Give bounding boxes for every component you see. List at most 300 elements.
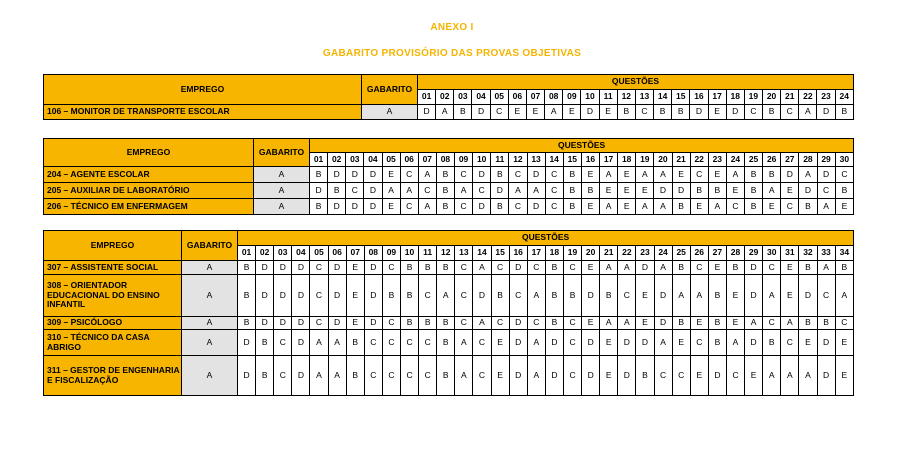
question-number: 11 bbox=[599, 90, 617, 105]
question-number: 02 bbox=[256, 246, 274, 261]
answer-cell: B bbox=[382, 275, 400, 317]
answer-cell: B bbox=[690, 183, 708, 199]
answer-cell: C bbox=[763, 261, 781, 275]
answer-cell: A bbox=[835, 275, 854, 317]
table-row bbox=[44, 261, 854, 275]
answer-cell: E bbox=[563, 105, 581, 120]
answer-cell: D bbox=[328, 199, 346, 215]
answer-cell: E bbox=[781, 275, 799, 317]
answer-cell: D bbox=[527, 199, 545, 215]
answer-cell: E bbox=[708, 105, 726, 120]
gabarito-cell: A bbox=[182, 275, 238, 317]
answer-cell: A bbox=[781, 356, 799, 396]
answer-cell: D bbox=[364, 199, 382, 215]
answer-cell: A bbox=[763, 356, 781, 396]
question-number: 22 bbox=[618, 246, 636, 261]
answer-cell: D bbox=[582, 330, 600, 356]
answer-cell: D bbox=[545, 356, 563, 396]
question-number: 04 bbox=[364, 153, 382, 167]
answer-cell: B bbox=[636, 356, 654, 396]
question-number: 26 bbox=[690, 246, 708, 261]
answer-cell: C bbox=[491, 261, 509, 275]
answer-cell: C bbox=[618, 275, 636, 317]
question-number: 18 bbox=[545, 246, 563, 261]
answer-cell: A bbox=[618, 261, 636, 275]
answer-cell: A bbox=[418, 167, 436, 183]
answer-cell: D bbox=[581, 105, 599, 120]
question-number: 14 bbox=[545, 153, 563, 167]
question-number: 12 bbox=[617, 90, 635, 105]
answer-cell: B bbox=[726, 261, 744, 275]
answer-cell: A bbox=[618, 317, 636, 330]
answer-cell: A bbox=[745, 317, 763, 330]
answer-cell: B bbox=[745, 199, 763, 215]
question-number: 20 bbox=[762, 90, 780, 105]
answer-cell: D bbox=[256, 317, 274, 330]
answer-cell: B bbox=[672, 105, 690, 120]
emprego-cell: 308 – ORIENTADOR EDUCACIONAL DO ENSINO INFANTIL bbox=[44, 275, 182, 317]
answer-cell: D bbox=[799, 275, 817, 317]
question-number: 14 bbox=[654, 90, 672, 105]
answer-cell: E bbox=[491, 330, 509, 356]
answer-cell: D bbox=[527, 167, 545, 183]
question-number: 32 bbox=[799, 246, 817, 261]
answer-cell: C bbox=[419, 356, 437, 396]
answer-cell: D bbox=[274, 317, 292, 330]
answer-cell: C bbox=[274, 356, 292, 396]
answer-cell: A bbox=[600, 317, 618, 330]
answer-cell: B bbox=[835, 261, 854, 275]
question-number: 27 bbox=[781, 153, 799, 167]
question-number: 28 bbox=[726, 246, 744, 261]
answer-cell: E bbox=[346, 261, 364, 275]
table-row bbox=[44, 275, 854, 317]
answer-cell: A bbox=[799, 356, 817, 396]
answer-cell: B bbox=[437, 261, 455, 275]
answer-cell: E bbox=[672, 330, 690, 356]
questoes-header: QUESTÕES bbox=[418, 75, 854, 90]
table-row bbox=[44, 105, 854, 120]
answer-cell: A bbox=[600, 167, 618, 183]
question-number: 05 bbox=[310, 246, 328, 261]
answer-cell: E bbox=[726, 317, 744, 330]
answer-cell: E bbox=[491, 356, 509, 396]
answer-cell: D bbox=[582, 275, 600, 317]
answer-cell: D bbox=[473, 167, 491, 183]
answer-cell: C bbox=[835, 317, 854, 330]
answer-cell: C bbox=[364, 356, 382, 396]
answer-cell: C bbox=[781, 330, 799, 356]
answer-cell: D bbox=[292, 317, 310, 330]
gabarito-cell: A bbox=[254, 199, 310, 215]
answer-cell: D bbox=[636, 330, 654, 356]
answer-cell: C bbox=[455, 317, 473, 330]
answer-cell: C bbox=[382, 317, 400, 330]
gabarito-cell: A bbox=[254, 167, 310, 183]
answer-cell: C bbox=[455, 261, 473, 275]
answer-cell: D bbox=[672, 183, 690, 199]
answer-cell: D bbox=[292, 275, 310, 317]
answer-key-table-3 bbox=[43, 230, 854, 396]
emprego-cell: 311 – GESTOR DE ENGENHARIA E FISCALIZAÇÃO bbox=[44, 356, 182, 396]
answer-cell: D bbox=[582, 356, 600, 396]
answer-cell: C bbox=[509, 167, 527, 183]
question-number: 13 bbox=[635, 90, 653, 105]
answer-cell: B bbox=[799, 199, 817, 215]
question-number: 09 bbox=[455, 153, 473, 167]
question-number: 21 bbox=[600, 246, 618, 261]
answer-cell: D bbox=[817, 356, 835, 396]
answer-cell: D bbox=[346, 199, 364, 215]
answer-cell: E bbox=[618, 167, 636, 183]
question-number: 24 bbox=[726, 153, 744, 167]
answer-cell: A bbox=[455, 330, 473, 356]
answer-cell: A bbox=[527, 183, 545, 199]
answer-cell: D bbox=[745, 330, 763, 356]
answer-cell: B bbox=[563, 167, 581, 183]
questoes-header: QUESTÕES bbox=[310, 139, 854, 153]
question-number: 30 bbox=[835, 153, 854, 167]
answer-cell: B bbox=[256, 356, 274, 396]
answer-cell: B bbox=[563, 199, 581, 215]
emprego-cell: 206 – TÉCNICO EM ENFERMAGEM bbox=[44, 199, 254, 215]
questoes-header: QUESTÕES bbox=[238, 231, 854, 246]
emprego-cell: 204 – AGENTE ESCOLAR bbox=[44, 167, 254, 183]
answer-cell: D bbox=[292, 356, 310, 396]
emprego-cell: 205 – AUXILIAR DE LABORATÓRIO bbox=[44, 183, 254, 199]
answer-cell: E bbox=[763, 199, 781, 215]
answer-cell: C bbox=[400, 167, 418, 183]
question-number: 22 bbox=[799, 90, 817, 105]
answer-cell: B bbox=[762, 105, 780, 120]
answer-cell: D bbox=[472, 105, 490, 120]
answer-cell: B bbox=[436, 183, 454, 199]
answer-cell: E bbox=[582, 317, 600, 330]
answer-cell: E bbox=[618, 183, 636, 199]
answer-cell: B bbox=[437, 356, 455, 396]
answer-cell: D bbox=[690, 105, 708, 120]
page-subtitle: GABARITO PROVISÓRIO DAS PROVAS OBJETIVAS bbox=[322, 48, 582, 59]
answer-cell: C bbox=[310, 317, 328, 330]
answer-cell: D bbox=[418, 105, 436, 120]
gabarito-header: GABARITO bbox=[362, 75, 418, 105]
answer-cell: A bbox=[799, 105, 817, 120]
question-number: 03 bbox=[346, 153, 364, 167]
answer-cell: D bbox=[545, 330, 563, 356]
answer-cell: C bbox=[419, 330, 437, 356]
answer-cell: E bbox=[781, 261, 799, 275]
answer-cell: B bbox=[545, 317, 563, 330]
answer-cell: B bbox=[238, 275, 256, 317]
question-number: 01 bbox=[310, 153, 328, 167]
answer-cell: C bbox=[527, 317, 545, 330]
answer-cell: E bbox=[600, 330, 618, 356]
answer-cell: C bbox=[835, 167, 854, 183]
answer-cell: A bbox=[763, 183, 781, 199]
question-number: 07 bbox=[346, 246, 364, 261]
answer-cell: B bbox=[563, 183, 581, 199]
answer-cell: E bbox=[835, 330, 854, 356]
answer-cell: C bbox=[473, 330, 491, 356]
answer-cell: A bbox=[437, 275, 455, 317]
answer-cell: B bbox=[835, 105, 853, 120]
question-number: 01 bbox=[418, 90, 436, 105]
answer-cell: E bbox=[672, 167, 690, 183]
answer-cell: C bbox=[382, 261, 400, 275]
answer-cell: B bbox=[419, 317, 437, 330]
question-number: 18 bbox=[618, 153, 636, 167]
gabarito-cell: A bbox=[362, 105, 418, 120]
answer-cell: D bbox=[817, 330, 835, 356]
question-number: 28 bbox=[799, 153, 817, 167]
question-number: 19 bbox=[563, 246, 581, 261]
question-number: 06 bbox=[508, 90, 526, 105]
answer-cell: B bbox=[763, 330, 781, 356]
answer-cell: A bbox=[473, 261, 491, 275]
answer-cell: B bbox=[454, 105, 472, 120]
answer-cell: C bbox=[635, 105, 653, 120]
answer-cell: E bbox=[526, 105, 544, 120]
answer-cell: B bbox=[346, 356, 364, 396]
answer-cell: C bbox=[690, 261, 708, 275]
question-number: 10 bbox=[581, 90, 599, 105]
question-number: 26 bbox=[763, 153, 781, 167]
question-number: 03 bbox=[454, 90, 472, 105]
emprego-cell: 310 – TÉCNICO DA CASA ABRIGO bbox=[44, 330, 182, 356]
question-number: 03 bbox=[274, 246, 292, 261]
gabarito-header: GABARITO bbox=[254, 139, 310, 167]
answer-cell: A bbox=[636, 167, 654, 183]
question-number: 09 bbox=[382, 246, 400, 261]
answer-cell: A bbox=[436, 105, 454, 120]
answer-cell: B bbox=[745, 167, 763, 183]
answer-cell: A bbox=[473, 317, 491, 330]
emprego-cell: 106 – MONITOR DE TRANSPORTE ESCOLAR bbox=[44, 105, 362, 120]
question-number: 17 bbox=[708, 90, 726, 105]
table-row bbox=[44, 330, 854, 356]
answer-cell: C bbox=[545, 167, 563, 183]
answer-cell: A bbox=[654, 330, 672, 356]
answer-key-table-2 bbox=[43, 138, 854, 215]
answer-cell: E bbox=[346, 275, 364, 317]
gabarito-header: GABARITO bbox=[182, 231, 238, 261]
answer-cell: D bbox=[817, 167, 835, 183]
question-number: 23 bbox=[817, 90, 835, 105]
answer-cell: A bbox=[726, 167, 744, 183]
answer-cell: A bbox=[455, 183, 473, 199]
answer-cell: D bbox=[473, 199, 491, 215]
question-number: 23 bbox=[708, 153, 726, 167]
answer-cell: B bbox=[310, 167, 328, 183]
answer-cell: B bbox=[708, 330, 726, 356]
answer-cell: E bbox=[708, 261, 726, 275]
question-number: 02 bbox=[328, 153, 346, 167]
answer-cell: B bbox=[745, 183, 763, 199]
answer-cell: E bbox=[382, 199, 400, 215]
question-number: 15 bbox=[563, 153, 581, 167]
question-number: 05 bbox=[490, 90, 508, 105]
question-number: 07 bbox=[418, 153, 436, 167]
answer-key-table-1 bbox=[43, 74, 854, 120]
answer-cell: C bbox=[310, 275, 328, 317]
answer-cell: E bbox=[690, 317, 708, 330]
answer-cell: C bbox=[690, 167, 708, 183]
answer-cell: B bbox=[563, 275, 581, 317]
answer-cell: D bbox=[256, 275, 274, 317]
answer-cell: E bbox=[781, 183, 799, 199]
question-number: 20 bbox=[582, 246, 600, 261]
answer-cell: B bbox=[400, 317, 418, 330]
answer-cell: B bbox=[437, 317, 455, 330]
answer-cell: C bbox=[563, 330, 581, 356]
answer-cell: C bbox=[744, 105, 762, 120]
question-number: 23 bbox=[636, 246, 654, 261]
answer-cell: D bbox=[509, 261, 527, 275]
answer-cell: B bbox=[491, 167, 509, 183]
question-number: 25 bbox=[745, 153, 763, 167]
question-number: 18 bbox=[726, 90, 744, 105]
answer-cell: C bbox=[672, 356, 690, 396]
answer-cell: B bbox=[256, 330, 274, 356]
answer-cell: B bbox=[419, 261, 437, 275]
answer-cell: A bbox=[781, 317, 799, 330]
answer-cell: D bbox=[328, 317, 346, 330]
answer-cell: A bbox=[672, 275, 690, 317]
answer-cell: A bbox=[654, 199, 672, 215]
answer-cell: E bbox=[745, 356, 763, 396]
answer-cell: D bbox=[654, 183, 672, 199]
answer-cell: D bbox=[509, 317, 527, 330]
answer-cell: D bbox=[726, 105, 744, 120]
question-number: 05 bbox=[382, 153, 400, 167]
answer-cell: E bbox=[690, 356, 708, 396]
answer-cell: D bbox=[364, 261, 382, 275]
gabarito-cell: A bbox=[182, 317, 238, 330]
answer-cell: E bbox=[582, 261, 600, 275]
answer-cell: C bbox=[400, 199, 418, 215]
answer-cell: D bbox=[817, 105, 835, 120]
question-number: 16 bbox=[581, 153, 599, 167]
answer-cell: E bbox=[581, 167, 599, 183]
answer-cell: C bbox=[509, 199, 527, 215]
answer-cell: A bbox=[527, 330, 545, 356]
answer-cell: B bbox=[491, 199, 509, 215]
answer-cell: B bbox=[799, 261, 817, 275]
answer-cell: B bbox=[436, 167, 454, 183]
answer-cell: D bbox=[745, 261, 763, 275]
answer-cell: C bbox=[382, 330, 400, 356]
answer-cell: D bbox=[346, 167, 364, 183]
answer-cell: E bbox=[600, 183, 618, 199]
answer-cell: C bbox=[817, 275, 835, 317]
answer-cell: E bbox=[618, 199, 636, 215]
answer-cell: A bbox=[527, 356, 545, 396]
answer-cell: A bbox=[636, 199, 654, 215]
answer-cell: C bbox=[726, 356, 744, 396]
answer-cell: C bbox=[690, 330, 708, 356]
answer-cell: D bbox=[473, 275, 491, 317]
answer-cell: C bbox=[563, 356, 581, 396]
answer-cell: D bbox=[745, 275, 763, 317]
answer-cell: C bbox=[781, 199, 799, 215]
answer-cell: C bbox=[473, 183, 491, 199]
answer-cell: C bbox=[654, 356, 672, 396]
answer-cell: A bbox=[418, 199, 436, 215]
annex-title: ANEXO I bbox=[430, 22, 474, 33]
answer-cell: D bbox=[274, 261, 292, 275]
answer-cell: A bbox=[654, 261, 672, 275]
answer-cell: A bbox=[310, 330, 328, 356]
answer-cell: A bbox=[328, 356, 346, 396]
answer-cell: C bbox=[382, 356, 400, 396]
answer-cell: C bbox=[781, 105, 799, 120]
answer-cell: C bbox=[310, 261, 328, 275]
answer-cell: E bbox=[346, 317, 364, 330]
answer-cell: E bbox=[508, 105, 526, 120]
gabarito-cell: A bbox=[182, 356, 238, 396]
question-number: 20 bbox=[654, 153, 672, 167]
emprego-header: EMPREGO bbox=[44, 231, 182, 261]
answer-cell: E bbox=[835, 356, 854, 396]
answer-cell: B bbox=[672, 317, 690, 330]
answer-cell: A bbox=[600, 261, 618, 275]
answer-cell: C bbox=[763, 317, 781, 330]
answer-cell: D bbox=[799, 183, 817, 199]
question-number: 10 bbox=[473, 153, 491, 167]
answer-cell: B bbox=[437, 330, 455, 356]
question-number: 33 bbox=[817, 246, 835, 261]
answer-cell: B bbox=[763, 167, 781, 183]
question-number: 10 bbox=[400, 246, 418, 261]
answer-cell: E bbox=[581, 199, 599, 215]
answer-cell: B bbox=[310, 199, 328, 215]
answer-cell: D bbox=[364, 275, 382, 317]
answer-cell: D bbox=[364, 167, 382, 183]
answer-cell: B bbox=[672, 261, 690, 275]
answer-cell: E bbox=[599, 105, 617, 120]
question-number: 24 bbox=[654, 246, 672, 261]
answer-cell: D bbox=[328, 167, 346, 183]
answer-cell: C bbox=[455, 167, 473, 183]
answer-cell: E bbox=[726, 183, 744, 199]
question-number: 11 bbox=[491, 153, 509, 167]
answer-cell: E bbox=[636, 183, 654, 199]
question-number: 21 bbox=[672, 153, 690, 167]
question-number: 12 bbox=[509, 153, 527, 167]
question-number: 11 bbox=[419, 246, 437, 261]
answer-cell: A bbox=[455, 356, 473, 396]
answer-cell: C bbox=[274, 330, 292, 356]
emprego-header: EMPREGO bbox=[44, 75, 362, 105]
question-number: 06 bbox=[400, 153, 418, 167]
question-number: 04 bbox=[472, 90, 490, 105]
answer-cell: C bbox=[726, 199, 744, 215]
answer-cell: B bbox=[238, 317, 256, 330]
question-number: 22 bbox=[690, 153, 708, 167]
question-number: 21 bbox=[781, 90, 799, 105]
question-number: 16 bbox=[690, 90, 708, 105]
answer-cell: A bbox=[708, 199, 726, 215]
answer-cell: E bbox=[600, 356, 618, 396]
answer-cell: C bbox=[400, 330, 418, 356]
question-number: 30 bbox=[763, 246, 781, 261]
question-number: 19 bbox=[636, 153, 654, 167]
answer-cell: D bbox=[509, 330, 527, 356]
question-number: 27 bbox=[708, 246, 726, 261]
question-number: 13 bbox=[455, 246, 473, 261]
answer-cell: B bbox=[835, 183, 854, 199]
gabarito-cell: A bbox=[254, 183, 310, 199]
